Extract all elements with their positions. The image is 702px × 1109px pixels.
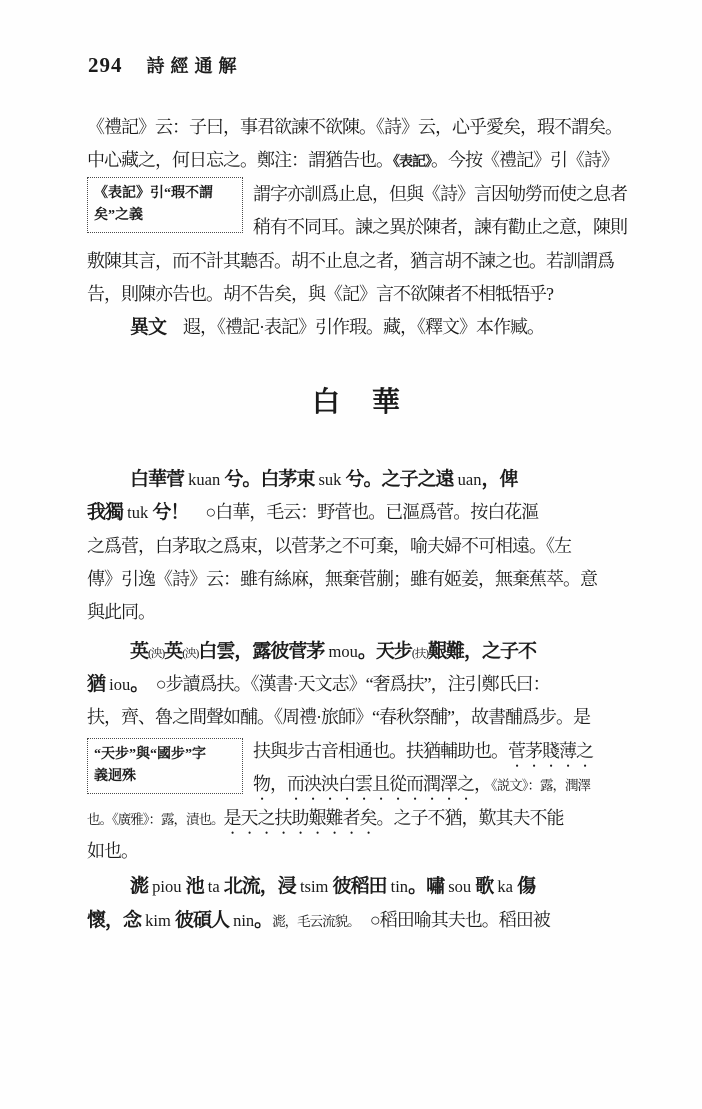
text-segment: 懷，念 xyxy=(87,909,142,931)
stanza-3-paragraph xyxy=(87,870,627,937)
text-segment: 《禮記》云：子曰，事君欲諫不欲陳。《詩》云，心乎愛矣，瑕不謂矣。 xyxy=(87,117,622,137)
text-segment: 英 xyxy=(130,640,149,662)
text-segment: 彼稻田 xyxy=(332,876,387,898)
margin-note-line: 《表記》引“瑕不謂 xyxy=(94,186,213,201)
book-title: 詩經通解 xyxy=(146,56,243,76)
text-segment: 告，則陳亦告也。胡不告矣，與《記》言不欲陳者不相牴牾乎? xyxy=(87,283,553,304)
text-segment: (泱) xyxy=(148,647,165,660)
text-segment: 物，而泱泱白雲且從而潤澤之 xyxy=(253,774,474,795)
text-segment: 。 xyxy=(254,909,273,931)
text-line xyxy=(87,835,627,868)
text-line xyxy=(87,802,627,835)
text-segment: ○稻田喻其夫也。稻田被 xyxy=(352,909,550,930)
margin-note-line: 義迥殊 xyxy=(94,769,136,784)
text-segment: iou xyxy=(105,675,131,695)
text-segment: 北流，浸 xyxy=(223,876,296,898)
text-segment: 。之子不猶，歎其夫不能 xyxy=(376,807,564,828)
text-segment: 是天之扶助艱難者矣 xyxy=(223,807,377,828)
text-line xyxy=(87,635,627,668)
text-segment: (扶) xyxy=(411,647,429,660)
page-header xyxy=(88,52,243,78)
text-line xyxy=(87,563,627,596)
text-segment: 如也。 xyxy=(87,841,138,862)
text-segment: ka xyxy=(493,877,518,897)
text-segment: kuan xyxy=(184,469,225,489)
margin-note-line: “天步”與“國步”字 xyxy=(94,747,206,762)
text-segment: 異文 xyxy=(130,317,167,339)
text-segment: 中心藏之，何日忘之。鄭注：謂猶告也。 xyxy=(87,150,393,171)
text-segment: piou xyxy=(148,877,186,897)
text-segment: 之爲菅，白茅取之爲束，以菅茅之不可棄，喻夫婦不可相遠。《左 xyxy=(87,535,571,556)
text-segment: ， xyxy=(474,774,491,795)
text-line xyxy=(87,904,627,937)
text-segment: 兮。白茅束 xyxy=(224,468,315,490)
text-segment: 扶與步古音相通也。扶猶輔助也。 xyxy=(253,740,508,761)
text-segment: 兮！ xyxy=(152,502,189,524)
text-segment: 與此同。 xyxy=(87,602,155,623)
text-line xyxy=(87,596,627,629)
text-line xyxy=(87,496,627,529)
text-segment: 。 xyxy=(130,674,139,696)
stanza-1-paragraph xyxy=(87,463,627,630)
poem-title: 白 華 xyxy=(311,386,402,418)
text-segment: nin xyxy=(228,910,255,930)
text-segment: 英 xyxy=(164,640,183,662)
text-segment: 稍有不同耳。諫之異於陳者，諫有勸止之意，陳則 xyxy=(253,217,627,238)
text-segment: suk xyxy=(314,469,346,489)
text-segment: (泱) xyxy=(182,647,199,660)
text-segment: tin xyxy=(386,877,409,897)
page-number: 294 xyxy=(88,53,123,77)
text-segment: 我獨 xyxy=(87,502,124,524)
text-column xyxy=(87,111,627,937)
text-segment: 菅茅賤薄之 xyxy=(508,740,593,761)
text-segment: 猶 xyxy=(87,674,106,696)
text-segment: ○白華，毛云：野菅也。已漚爲菅。按白花漚 xyxy=(188,502,539,523)
text-line xyxy=(87,530,627,563)
text-segment: 彼碩人 xyxy=(174,909,229,931)
text-segment: 滮，毛云流貌。 xyxy=(272,913,353,929)
margin-note-1 xyxy=(87,177,243,233)
text-segment: 《説文》：露，潤澤 xyxy=(491,778,590,794)
text-segment: 《表記》 xyxy=(393,155,431,171)
text-line xyxy=(87,870,627,903)
text-segment: kim xyxy=(141,910,175,930)
text-segment: 滮 xyxy=(130,876,149,898)
text-segment: 兮。之子之遠 xyxy=(345,468,454,490)
text-segment: 謂字亦訓爲止息，但與《詩》言因劬勞而使之息者 xyxy=(253,183,627,204)
text-line xyxy=(87,144,627,177)
text-segment: 白華菅 xyxy=(130,468,185,490)
text-segment: 。今按《禮記》引《詩》 xyxy=(431,150,618,171)
text-segment: tsim xyxy=(295,877,333,897)
margin-note-line: 矣”之義 xyxy=(94,208,143,223)
text-line xyxy=(87,278,627,311)
yiwen-line xyxy=(87,311,627,344)
text-segment: 池 xyxy=(185,876,204,898)
text-segment: 。天步 xyxy=(357,640,412,662)
text-segment: ○步讀爲扶。《漢書·天文志》“奢爲扶”，注引鄭氏曰： xyxy=(138,674,550,695)
text-segment: sou xyxy=(444,877,476,897)
text-line xyxy=(87,463,627,496)
text-segment: 扶，齊、魯之間聲如酺。《周禮·旅師》“春秋祭酺”，故書酺爲步。是 xyxy=(87,707,590,728)
text-segment: 也。《廣雅》：露，漬也。 xyxy=(87,811,224,827)
text-segment: ta xyxy=(203,877,224,897)
text-segment: 艱難，之子不 xyxy=(428,640,537,662)
text-segment: mou xyxy=(324,641,358,661)
text-segment: 傳》引逸《詩》云：雖有絲麻，無棄菅蒯；雖有姬姜，無棄蕉萃。意 xyxy=(87,568,597,589)
text-segment: 遐，《禮記·表記》引作瑕。藏，《釋文》本作臧。 xyxy=(166,317,545,338)
text-segment: ，俾 xyxy=(481,468,518,490)
text-segment: tuk xyxy=(123,503,153,523)
text-line xyxy=(87,111,627,144)
text-line xyxy=(87,701,627,734)
text-line xyxy=(87,668,627,701)
text-segment: 歌 xyxy=(475,876,494,898)
text-segment: 敷陳其言，而不計其聽否。胡不止息之者，猶言胡不諫之也。若訓謂爲 xyxy=(87,250,614,271)
text-segment: 傷 xyxy=(517,876,536,898)
text-segment: uan xyxy=(453,469,482,489)
text-segment: 。嘯 xyxy=(408,876,445,898)
text-line xyxy=(87,245,627,278)
text-segment: 白雲，露彼菅茅 xyxy=(198,640,325,662)
margin-note-2 xyxy=(87,738,243,794)
